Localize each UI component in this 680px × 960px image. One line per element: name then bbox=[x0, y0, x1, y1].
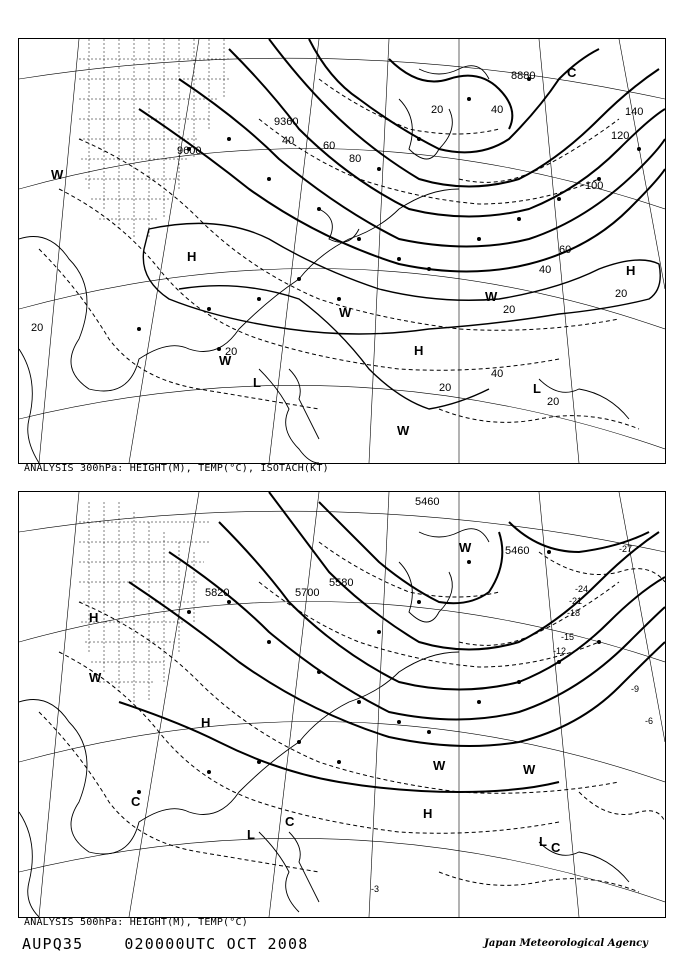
height-label: 5460 bbox=[505, 545, 530, 557]
low-pressure-marker: L bbox=[247, 827, 255, 842]
warm-marker: W bbox=[89, 670, 102, 685]
terrain-hatch bbox=[79, 39, 229, 239]
warm-marker: W bbox=[459, 540, 472, 555]
isotach-label: 40 bbox=[282, 135, 295, 147]
isotach-label: 40 bbox=[491, 104, 504, 116]
height-label: 8880 bbox=[511, 70, 536, 82]
isotherm-label: -15 bbox=[561, 632, 575, 642]
cold-marker: C bbox=[131, 794, 141, 809]
map-300hpa bbox=[18, 38, 666, 464]
high-pressure-marker: H bbox=[414, 343, 424, 358]
agency-credit: Japan Meteorological Agency bbox=[484, 938, 648, 949]
isotach-label: 20 bbox=[547, 396, 560, 408]
high-pressure-marker: H bbox=[423, 806, 433, 821]
isotach-contours bbox=[143, 223, 660, 409]
isotach-label: 60 bbox=[323, 140, 336, 152]
high-pressure-marker: H bbox=[201, 715, 211, 730]
isotherm-label: -9 bbox=[631, 684, 640, 694]
coastlines bbox=[19, 529, 629, 917]
upper-pressure-systems bbox=[51, 65, 635, 438]
map-500hpa-canvas bbox=[19, 492, 665, 917]
warm-marker: W bbox=[523, 762, 536, 777]
isotherm-contours bbox=[39, 79, 639, 429]
caption-500hpa: ANALYSIS 500hPa: HEIGHT(M), TEMP(°C) bbox=[24, 917, 248, 928]
warm-marker: W bbox=[397, 423, 410, 438]
isotherm-label: -18 bbox=[567, 608, 581, 618]
isotach-label: 20 bbox=[503, 304, 516, 316]
warm-marker: W bbox=[339, 305, 352, 320]
isotherm-label: -3 bbox=[371, 884, 380, 894]
isotach-label: 20 bbox=[439, 382, 452, 394]
isotach-label: 80 bbox=[349, 153, 362, 165]
warm-marker: W bbox=[51, 167, 64, 182]
lower-contour-labels bbox=[205, 496, 653, 894]
map-500hpa bbox=[18, 491, 666, 918]
lower-pressure-systems bbox=[89, 540, 561, 855]
isotach-label: 20 bbox=[615, 288, 628, 300]
height-label: 5820 bbox=[205, 587, 230, 599]
isotherm-label: -12 bbox=[553, 646, 567, 656]
cold-marker: C bbox=[567, 65, 577, 80]
latlon-grid bbox=[19, 492, 665, 917]
height-label: 5580 bbox=[329, 577, 354, 589]
isotherm-label: -21 bbox=[569, 596, 583, 606]
high-pressure-marker: H bbox=[89, 610, 99, 625]
isotach-label: 20 bbox=[431, 104, 444, 116]
isotach-label: 140 bbox=[625, 106, 644, 118]
height-label: 5460 bbox=[415, 496, 440, 508]
isotach-label: 40 bbox=[491, 368, 504, 380]
isotherm-label: -24 bbox=[575, 584, 589, 594]
high-pressure-marker: H bbox=[187, 249, 197, 264]
coastlines bbox=[19, 66, 629, 463]
cold-marker: C bbox=[551, 840, 561, 855]
height-label: 5700 bbox=[295, 587, 320, 599]
warm-marker: W bbox=[485, 289, 498, 304]
isotach-label: 120 bbox=[611, 130, 630, 142]
isotherm-label: -6 bbox=[645, 716, 654, 726]
warm-marker: W bbox=[433, 758, 446, 773]
height-contours bbox=[119, 492, 665, 792]
isotach-label: 100 bbox=[585, 180, 604, 192]
upper-contour-labels bbox=[31, 70, 643, 408]
isotherm-label: -27 bbox=[619, 544, 633, 554]
chart-identifier bbox=[22, 935, 308, 953]
warm-marker: W bbox=[219, 353, 232, 368]
chart-code: AUPQ35 bbox=[22, 935, 84, 953]
high-pressure-marker: H bbox=[626, 263, 636, 278]
low-pressure-marker: L bbox=[253, 375, 261, 390]
low-pressure-marker: L bbox=[533, 381, 541, 396]
isotach-label: 40 bbox=[539, 264, 552, 276]
valid-time: 020000UTC OCT 2008 bbox=[124, 935, 309, 953]
map-300hpa-canvas bbox=[19, 39, 665, 463]
isotach-label: 60 bbox=[559, 244, 572, 256]
low-pressure-marker: L bbox=[539, 834, 547, 849]
station-observations bbox=[137, 77, 644, 351]
height-label: 9600 bbox=[177, 145, 202, 157]
isotach-label: 20 bbox=[31, 322, 44, 334]
isotach-label: 20 bbox=[225, 346, 238, 358]
height-label: 9360 bbox=[274, 116, 299, 128]
caption-300hpa: ANALYSIS 300hPa: HEIGHT(M), TEMP(°C), ISOTACH(KT) bbox=[24, 463, 329, 474]
cold-marker: C bbox=[285, 814, 295, 829]
